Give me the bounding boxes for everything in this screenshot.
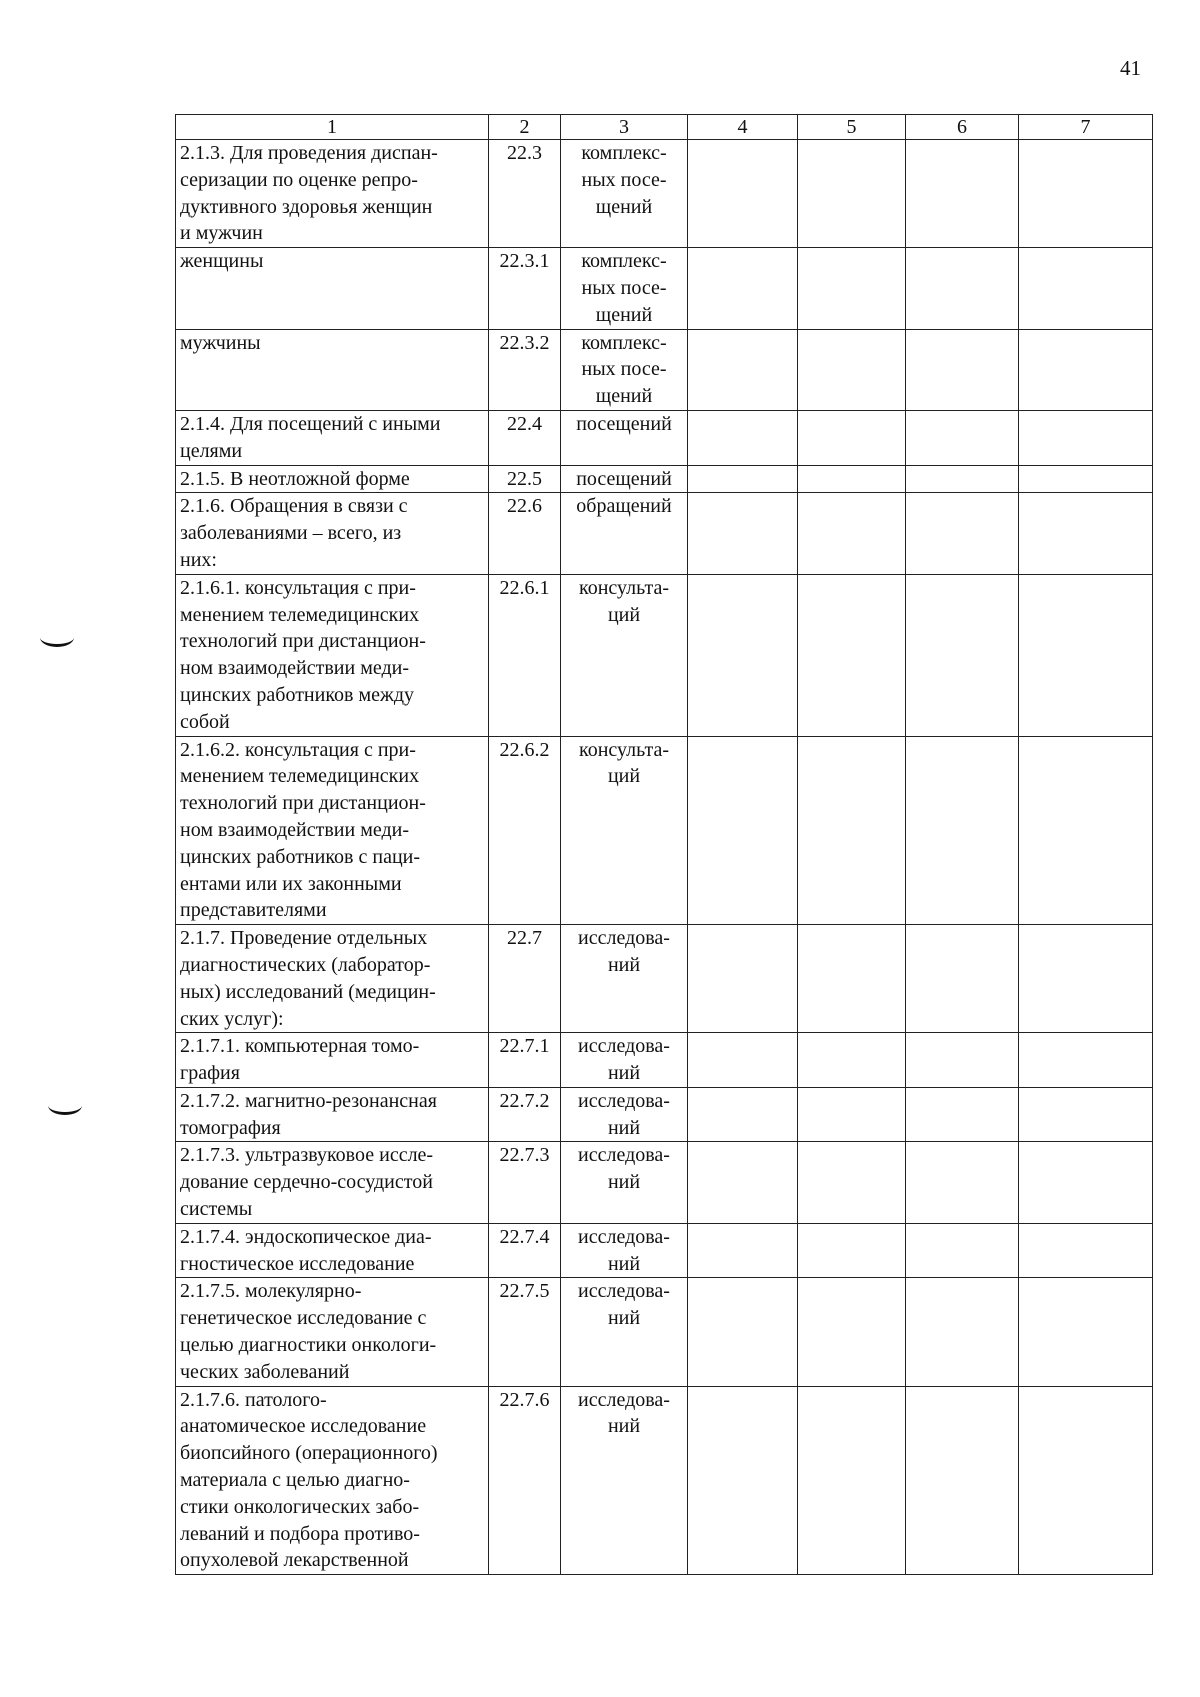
row-label: 2.1.7.6. патолого- анатомическое исследование биопсийного (операционного) материала с целью диагно- стики онкологических забо- леваний и подбора противо- опухолевой лекарственной [176, 1386, 489, 1575]
empty-cell-col-7 [1019, 574, 1153, 736]
empty-cell-col-6 [906, 465, 1019, 493]
row-label: 2.1.3. Для проведения диспан- серизации по оценке репро- дуктивного здоровья женщин и мужчин [176, 140, 489, 248]
empty-cell-col-6 [906, 1142, 1019, 1223]
row-code: 22.3.2 [489, 329, 561, 410]
empty-cell-col-7 [1019, 140, 1153, 248]
row-unit: обращений [561, 493, 688, 574]
empty-cell-col-6 [906, 1087, 1019, 1142]
row-label: 2.1.7.3. ультразвуковое иссле- дование сердечно-сосудистой системы [176, 1142, 489, 1223]
empty-cell-col-6 [906, 736, 1019, 925]
table-row [176, 1278, 1153, 1386]
empty-cell-col-7 [1019, 925, 1153, 1033]
row-code: 22.4 [489, 410, 561, 465]
empty-cell-col-7 [1019, 1223, 1153, 1278]
row-label: женщины [176, 248, 489, 329]
row-unit: консульта- ций [561, 736, 688, 925]
empty-cell-col-4 [688, 410, 798, 465]
empty-cell-col-4 [688, 465, 798, 493]
row-code: 22.7.5 [489, 1278, 561, 1386]
empty-cell-col-5 [798, 1223, 906, 1278]
empty-cell-col-5 [798, 140, 906, 248]
empty-cell-col-5 [798, 248, 906, 329]
empty-cell-col-5 [798, 1142, 906, 1223]
row-code: 22.7.4 [489, 1223, 561, 1278]
empty-cell-col-7 [1019, 493, 1153, 574]
empty-cell-col-6 [906, 248, 1019, 329]
row-label: 2.1.7.4. эндоскопическое диа- гностическое исследование [176, 1223, 489, 1278]
row-unit: исследова- ний [561, 1033, 688, 1088]
row-unit: исследова- ний [561, 1223, 688, 1278]
data-table [175, 114, 1153, 1575]
row-code: 22.7.2 [489, 1087, 561, 1142]
row-unit: консульта- ций [561, 574, 688, 736]
row-unit: комплекс- ных посе- щений [561, 329, 688, 410]
column-header-7: 7 [1019, 115, 1153, 140]
row-code: 22.5 [489, 465, 561, 493]
row-unit: исследова- ний [561, 1278, 688, 1386]
table-row [176, 1142, 1153, 1223]
empty-cell-col-5 [798, 1386, 906, 1575]
row-unit: исследова- ний [561, 1386, 688, 1575]
empty-cell-col-6 [906, 925, 1019, 1033]
row-label: 2.1.7. Проведение отдельных диагностических (лаборатор- ных) исследований (медицин- ских услуг): [176, 925, 489, 1033]
table-row [176, 329, 1153, 410]
scan-mark [40, 628, 74, 647]
empty-cell-col-7 [1019, 248, 1153, 329]
row-code: 22.7 [489, 925, 561, 1033]
empty-cell-col-6 [906, 1386, 1019, 1575]
column-header-5: 5 [798, 115, 906, 140]
row-label: 2.1.7.2. магнитно-резонансная томография [176, 1087, 489, 1142]
empty-cell-col-7 [1019, 1386, 1153, 1575]
empty-cell-col-4 [688, 140, 798, 248]
row-code: 22.7.1 [489, 1033, 561, 1088]
empty-cell-col-4 [688, 1278, 798, 1386]
table-row [176, 925, 1153, 1033]
table-row [176, 248, 1153, 329]
empty-cell-col-7 [1019, 736, 1153, 925]
empty-cell-col-6 [906, 329, 1019, 410]
empty-cell-col-5 [798, 1087, 906, 1142]
row-code: 22.6.1 [489, 574, 561, 736]
column-header-4: 4 [688, 115, 798, 140]
empty-cell-col-6 [906, 140, 1019, 248]
empty-cell-col-4 [688, 329, 798, 410]
row-unit: комплекс- ных посе- щений [561, 140, 688, 248]
row-code: 22.6 [489, 493, 561, 574]
row-label: 2.1.6.1. консультация с при- менением телемедицинских технологий при дистанцион- ном взаимодействии меди- цинских работников между собой [176, 574, 489, 736]
table-row [176, 1223, 1153, 1278]
row-code: 22.3 [489, 140, 561, 248]
row-code: 22.7.3 [489, 1142, 561, 1223]
empty-cell-col-5 [798, 493, 906, 574]
empty-cell-col-4 [688, 1386, 798, 1575]
scan-mark [48, 1096, 82, 1115]
empty-cell-col-7 [1019, 1033, 1153, 1088]
row-label: 2.1.4. Для посещений с иными целями [176, 410, 489, 465]
row-label: мужчины [176, 329, 489, 410]
table-row [176, 574, 1153, 736]
row-unit: посещений [561, 410, 688, 465]
row-label: 2.1.6. Обращения в связи с заболеваниями – всего, из них: [176, 493, 489, 574]
row-unit: комплекс- ных посе- щений [561, 248, 688, 329]
empty-cell-col-7 [1019, 1142, 1153, 1223]
empty-cell-col-6 [906, 493, 1019, 574]
row-unit: исследова- ний [561, 925, 688, 1033]
empty-cell-col-4 [688, 493, 798, 574]
empty-cell-col-6 [906, 1033, 1019, 1088]
row-label: 2.1.5. В неотложной форме [176, 465, 489, 493]
empty-cell-col-7 [1019, 1087, 1153, 1142]
empty-cell-col-4 [688, 248, 798, 329]
column-header-3: 3 [561, 115, 688, 140]
empty-cell-col-5 [798, 1278, 906, 1386]
row-label: 2.1.7.5. молекулярно- генетическое исследование с целью диагностики онкологи- ческих заболеваний [176, 1278, 489, 1386]
empty-cell-col-5 [798, 574, 906, 736]
empty-cell-col-4 [688, 736, 798, 925]
row-label: 2.1.7.1. компьютерная томо- графия [176, 1033, 489, 1088]
column-header-2: 2 [489, 115, 561, 140]
empty-cell-col-4 [688, 574, 798, 736]
empty-cell-col-6 [906, 1223, 1019, 1278]
empty-cell-col-4 [688, 925, 798, 1033]
table-row [176, 140, 1153, 248]
table-row [176, 410, 1153, 465]
row-code: 22.7.6 [489, 1386, 561, 1575]
empty-cell-col-7 [1019, 1278, 1153, 1386]
empty-cell-col-5 [798, 925, 906, 1033]
column-header-1: 1 [176, 115, 489, 140]
table-row [176, 465, 1153, 493]
empty-cell-col-5 [798, 736, 906, 925]
row-code: 22.6.2 [489, 736, 561, 925]
empty-cell-col-6 [906, 574, 1019, 736]
empty-cell-col-5 [798, 410, 906, 465]
empty-cell-col-4 [688, 1087, 798, 1142]
row-code: 22.3.1 [489, 248, 561, 329]
empty-cell-col-4 [688, 1033, 798, 1088]
row-unit: посещений [561, 465, 688, 493]
table-header-row [176, 115, 1153, 140]
table-row [176, 736, 1153, 925]
table-row [176, 1033, 1153, 1088]
empty-cell-col-7 [1019, 410, 1153, 465]
empty-cell-col-4 [688, 1223, 798, 1278]
empty-cell-col-7 [1019, 329, 1153, 410]
empty-cell-col-7 [1019, 465, 1153, 493]
table-row [176, 1087, 1153, 1142]
empty-cell-col-4 [688, 1142, 798, 1223]
table-body [176, 140, 1153, 1575]
column-header-6: 6 [906, 115, 1019, 140]
page-number: 41 [1120, 56, 1141, 80]
table-row [176, 493, 1153, 574]
empty-cell-col-5 [798, 1033, 906, 1088]
empty-cell-col-6 [906, 410, 1019, 465]
empty-cell-col-6 [906, 1278, 1019, 1386]
row-unit: исследова- ний [561, 1142, 688, 1223]
empty-cell-col-5 [798, 329, 906, 410]
empty-cell-col-5 [798, 465, 906, 493]
row-label: 2.1.6.2. консультация с при- менением телемедицинских технологий при дистанцион- ном взаимодействии меди- цинских работников с паци- ентами или их законными представителями [176, 736, 489, 925]
table-row [176, 1386, 1153, 1575]
row-unit: исследова- ний [561, 1087, 688, 1142]
